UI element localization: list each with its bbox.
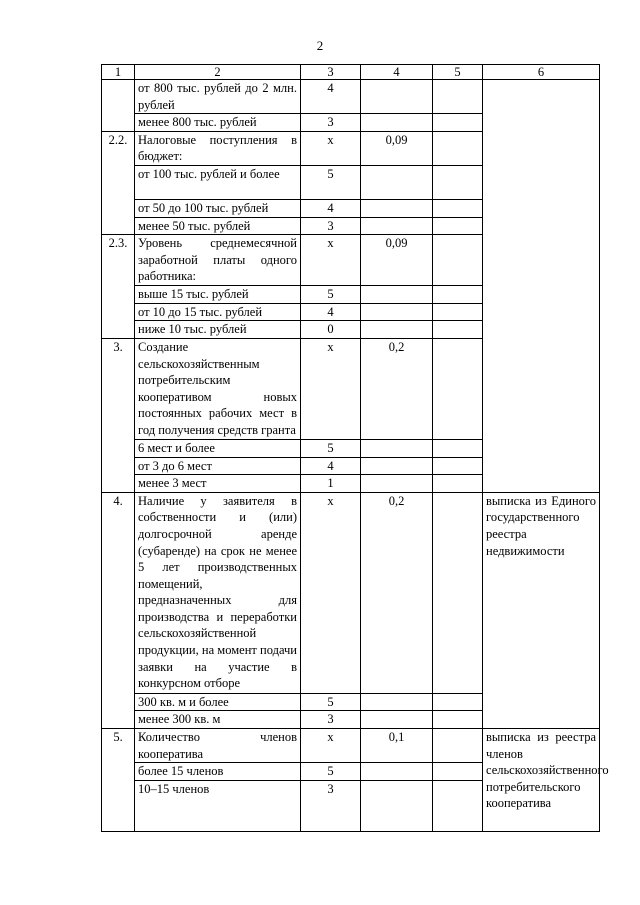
- score-cell: 1: [301, 475, 361, 493]
- column-5-cell: [433, 780, 483, 831]
- weight-cell: [361, 165, 433, 199]
- criterion-cell: менее 800 тыс. рублей: [135, 114, 301, 132]
- score-cell: 4: [301, 457, 361, 475]
- column-5-cell: [433, 457, 483, 475]
- row-number-cell: [102, 457, 135, 475]
- column-5-cell: [433, 338, 483, 439]
- score-cell: 5: [301, 286, 361, 304]
- weight-cell: [361, 80, 433, 114]
- table-row: [102, 80, 600, 114]
- column-header: 3: [301, 65, 361, 80]
- column-header: 5: [433, 65, 483, 80]
- criterion-cell: выше 15 тыс. рублей: [135, 286, 301, 304]
- score-cell: х: [301, 131, 361, 165]
- criterion-cell: менее 50 тыс. рублей: [135, 217, 301, 235]
- criterion-cell: Наличие у заявителя в собственности и (или) долгосрочной аренде (субаренде) на срок не менее 5 лет производственных помещений, предназначенных для производства и переработки сельскохозяйственной продукции, на момент подачи заявки на участие в конкурсном отборе: [135, 492, 301, 693]
- row-number-cell: [102, 780, 135, 831]
- score-cell: 3: [301, 114, 361, 132]
- weight-cell: [361, 286, 433, 304]
- criterion-cell: Налоговые поступления в бюджет:: [135, 131, 301, 165]
- row-number-cell: [102, 303, 135, 321]
- criterion-cell: Количество членов кооператива: [135, 728, 301, 762]
- weight-cell: 0,2: [361, 338, 433, 439]
- source-document-cell: [483, 80, 600, 493]
- criterion-cell: менее 300 кв. м: [135, 711, 301, 729]
- column-5-cell: [433, 303, 483, 321]
- weight-cell: 0,1: [361, 728, 433, 762]
- column-5-cell: [433, 475, 483, 493]
- row-number-cell: 3.: [102, 338, 135, 439]
- score-cell: 4: [301, 303, 361, 321]
- row-number-cell: [102, 199, 135, 217]
- column-5-cell: [433, 217, 483, 235]
- column-5-cell: [433, 114, 483, 132]
- column-5-cell: [433, 321, 483, 339]
- table-header-row: [102, 65, 600, 80]
- column-5-cell: [433, 80, 483, 114]
- column-5-cell: [433, 492, 483, 693]
- row-number-cell: [102, 80, 135, 114]
- row-number-cell: [102, 165, 135, 199]
- criterion-cell: менее 3 мест: [135, 475, 301, 493]
- criterion-cell: от 800 тыс. рублей до 2 млн. рублей: [135, 80, 301, 114]
- column-header: 1: [102, 65, 135, 80]
- column-header: 6: [483, 65, 600, 80]
- row-number-cell: 2.2.: [102, 131, 135, 165]
- source-document-cell: выписка из реестра членов сельскохозяйственного потребительского кооператива: [483, 728, 600, 831]
- row-number-cell: [102, 475, 135, 493]
- criterion-cell: ниже 10 тыс. рублей: [135, 321, 301, 339]
- column-5-cell: [433, 286, 483, 304]
- column-5-cell: [433, 235, 483, 286]
- criterion-cell: более 15 членов: [135, 763, 301, 781]
- row-number-cell: [102, 217, 135, 235]
- criterion-cell: 6 мест и более: [135, 439, 301, 457]
- criterion-cell: Создание сельскохозяйственным потребительским кооперативом новых постоянных рабочих мест в год получения средств гранта: [135, 338, 301, 439]
- criteria-table-container: [101, 64, 609, 832]
- criteria-table: [101, 64, 609, 832]
- column-5-cell: [433, 728, 483, 762]
- row-number-cell: 5.: [102, 728, 135, 762]
- weight-cell: [361, 780, 433, 831]
- score-cell: 4: [301, 199, 361, 217]
- weight-cell: [361, 457, 433, 475]
- score-cell: 5: [301, 693, 361, 711]
- score-cell: 3: [301, 711, 361, 729]
- weight-cell: [361, 693, 433, 711]
- criterion-cell: от 50 до 100 тыс. рублей: [135, 199, 301, 217]
- criterion-cell: Уровень среднемесячной заработной платы одного работника:: [135, 235, 301, 286]
- column-5-cell: [433, 763, 483, 781]
- weight-cell: [361, 217, 433, 235]
- score-cell: х: [301, 235, 361, 286]
- column-5-cell: [433, 711, 483, 729]
- row-number-cell: [102, 763, 135, 781]
- weight-cell: [361, 711, 433, 729]
- score-cell: 5: [301, 439, 361, 457]
- weight-cell: [361, 439, 433, 457]
- row-number-cell: 2.3.: [102, 235, 135, 286]
- score-cell: х: [301, 338, 361, 439]
- weight-cell: 0,09: [361, 235, 433, 286]
- score-cell: 0: [301, 321, 361, 339]
- row-number-cell: [102, 286, 135, 304]
- row-number-cell: [102, 321, 135, 339]
- row-number-cell: 4.: [102, 492, 135, 693]
- column-5-cell: [433, 165, 483, 199]
- score-cell: 3: [301, 217, 361, 235]
- table-row: [102, 492, 600, 693]
- weight-cell: [361, 475, 433, 493]
- weight-cell: [361, 321, 433, 339]
- score-cell: х: [301, 492, 361, 693]
- criterion-cell: 10–15 членов: [135, 780, 301, 831]
- score-cell: 5: [301, 165, 361, 199]
- criterion-cell: от 3 до 6 мест: [135, 457, 301, 475]
- criterion-cell: от 10 до 15 тыс. рублей: [135, 303, 301, 321]
- table-row: [102, 728, 600, 762]
- weight-cell: [361, 303, 433, 321]
- score-cell: 5: [301, 763, 361, 781]
- weight-cell: 0,09: [361, 131, 433, 165]
- weight-cell: [361, 763, 433, 781]
- score-cell: 3: [301, 780, 361, 831]
- source-document-cell: выписка из Единого государственного реестра недвижимости: [483, 492, 600, 728]
- column-header: 2: [135, 65, 301, 80]
- column-5-cell: [433, 131, 483, 165]
- column-header: 4: [361, 65, 433, 80]
- weight-cell: [361, 114, 433, 132]
- weight-cell: [361, 199, 433, 217]
- row-number-cell: [102, 114, 135, 132]
- row-number-cell: [102, 439, 135, 457]
- weight-cell: 0,2: [361, 492, 433, 693]
- criterion-cell: от 100 тыс. рублей и более: [135, 165, 301, 199]
- column-5-cell: [433, 199, 483, 217]
- score-cell: 4: [301, 80, 361, 114]
- score-cell: х: [301, 728, 361, 762]
- row-number-cell: [102, 711, 135, 729]
- criterion-cell: 300 кв. м и более: [135, 693, 301, 711]
- column-5-cell: [433, 439, 483, 457]
- column-5-cell: [433, 693, 483, 711]
- row-number-cell: [102, 693, 135, 711]
- page-number: 2: [316, 38, 324, 53]
